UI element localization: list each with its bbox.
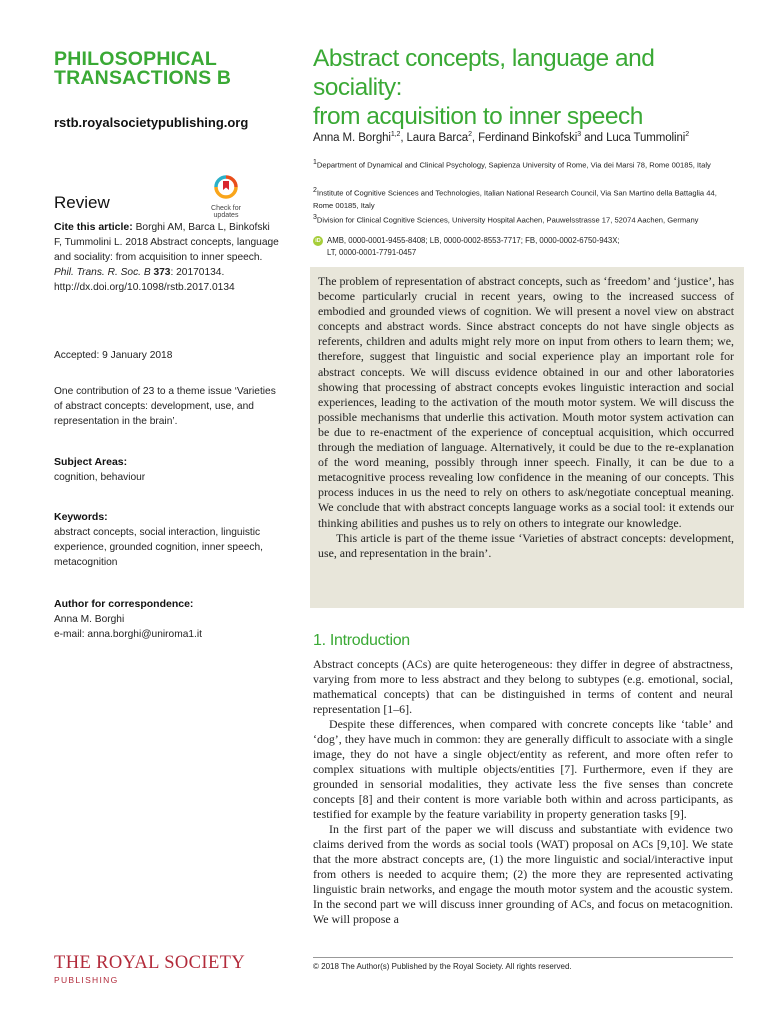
- author-affiliation-sup: 2: [468, 131, 472, 138]
- orcid-line1: AMB, 0000-0001-9455-8408; LB, 0000-0002-8553-7717; FB, 0000-0002-6750-943X;: [327, 236, 620, 245]
- author-affiliation-sup: 3: [577, 131, 581, 138]
- abstract-paragraph: The problem of representation of abstract concepts, such as ‘freedom’ and ‘justice’, has become particularly crucial in recent years, owing to the increased success of embodied and grounded views of cognition. We will present a novel view on abstract concepts and abstract words. Since abstract concepts do not have single objects as referents, children and adults might rely more on input from others to learn them; we, therefore, suggest that linguistic and social experience play an important role for abstract concepts. We will discuss evidence obtained in our and other laboratories showing that processing of abstract concepts evokes linguistic interaction and social experiences, leading to the activation of the mouth motor system. We will discuss the possible mechanisms that underlie this activation. Mouth motor system activation can be due to re-enactment of the experience of conceptual acquisition, which occurred through the mediation of language. Alternatively, it could be due to the re-explanation of the word meaning, possibly through inner speech. Finally, it can be due to a metacognitive process revealing low confidence in the meaning of our concepts. This process induces in us the need to rely on others to ask/negotiate conceptual meaning. We conclude that with abstract concepts language works as a social tool: it extends our thinking abilities and pushes us to rely on others to integrate our knowledge.: [318, 274, 734, 530]
- check-for-updates-badge[interactable]: [206, 175, 246, 219]
- abstract: [318, 274, 734, 561]
- badge-text-line1: Check for: [211, 205, 241, 212]
- subject-areas-text: cognition, behaviour: [54, 472, 146, 483]
- keywords-label: Keywords:: [54, 511, 108, 523]
- journal-name-line1: PHILOSOPHICAL: [54, 48, 217, 70]
- article-title-line1: Abstract concepts, language and sociality:: [313, 45, 655, 101]
- author-separator: ,: [471, 131, 479, 144]
- journal-name: [54, 50, 284, 88]
- copyright-notice: © 2018 The Author(s) Published by the Royal Society. All rights reserved.: [313, 962, 572, 971]
- footer-divider: [313, 957, 733, 958]
- badge-text-line2: updates: [213, 212, 239, 219]
- correspondence-email[interactable]: e-mail: anna.borghi@uniroma1.it: [54, 629, 202, 640]
- affiliation: [313, 185, 733, 212]
- author-name[interactable]: Ferdinand Binkofski: [478, 131, 578, 144]
- affiliation: [313, 157, 733, 172]
- correspondence-label: Author for correspondence:: [54, 598, 194, 610]
- journal-website[interactable]: rstb.royalsocietypublishing.org: [54, 115, 249, 130]
- body-paragraph: In the first part of the paper we will discuss and substantiate with evidence two claims derived from the words as social tools (WAT) proposal on ACs [9,10]. We state that the more abstract concepts are, (1) the more linguistic and social/interactive input from others is needed to acquire them; (2) the more they are represented activating linguistic brain networks, and engage the mouth motor system and the acoustic system. In the second part we will discuss inner grounding of ACs, and focus on metacognition. We will propose a: [313, 822, 733, 926]
- citation-pages: : 20170134.: [170, 267, 225, 278]
- accepted-date: Accepted: 9 January 2018: [54, 350, 173, 361]
- publisher-logo: [54, 953, 244, 985]
- body-paragraph: Abstract concepts (ACs) are quite heterogeneous: they differ in degree of abstractness, varying from more to less abstract and they belong to subtypes (e.g. emotional, social, mathematical concepts) that can be distinguished in terms of content and neural representation [1–6].: [313, 657, 733, 716]
- section-heading: 1. Introduction: [313, 632, 410, 649]
- publisher-name: THE ROYAL SOCIETY: [54, 953, 246, 973]
- author-name[interactable]: Anna M. Borghi: [313, 131, 391, 144]
- author-name[interactable]: Laura Barca: [406, 131, 469, 144]
- author-affiliation-sup: 2: [685, 131, 689, 138]
- citation-text: Borghi AM, Barca L, Binkofski F, Tummolini L. 2018 Abstract concepts, language and sociality: from acquisition to inner speech.: [54, 222, 279, 263]
- citation-label: Cite this article:: [54, 221, 133, 233]
- article-type: Review: [54, 193, 110, 212]
- orcid-block: [313, 235, 733, 259]
- check-for-updates-icon: [214, 175, 238, 199]
- body-text: [313, 657, 733, 927]
- citation-volume: 373: [150, 267, 171, 278]
- body-paragraph: Despite these differences, when compared with concrete concepts like ‘table’ and ‘dog’, they have much in common: they are generally difficult to associate with a single image, they do not have a single object/entity as referent, and more often refer to complex situations with multiple objects/entities [7]. Furthermore, even if they are grounded in sensorial modalities, they activate less the five senses than concrete concepts [8] and their content is more variable both within and across participants, as testified for example by the feature variability in property generation tasks [9].: [313, 717, 733, 821]
- citation-doi[interactable]: http://dx.doi.org/10.1098/rstb.2017.0134: [54, 282, 235, 293]
- orcid-line2: LT, 0000-0001-7791-0457: [327, 248, 417, 257]
- theme-issue-note: One contribution of 23 to a theme issue ‘Varieties of abstract concepts: development, use, and representation in the brain’.: [54, 386, 276, 427]
- citation-journal: Phil. Trans. R. Soc. B: [54, 267, 151, 278]
- affiliation-sup: 1: [313, 159, 317, 166]
- affiliation-text: Institute of Cognitive Sciences and Technologies, Italian National Research Council, Via San Martino della Battaglia 44, Rome 00185, Italy: [313, 188, 717, 210]
- keywords-text: abstract concepts, social interaction, linguistic experience, grounded cognition, inner speech, metacognition: [54, 527, 263, 568]
- correspondence-name: Anna M. Borghi: [54, 614, 125, 625]
- author-separator: and: [580, 131, 607, 144]
- affiliation-text: Department of Dynamical and Clinical Psychology, Sapienza University of Rome, Via dei Marsi 78, Rome 00185, Italy: [316, 160, 711, 170]
- article-title: [313, 44, 733, 131]
- author-affiliation-sup: 1,2: [390, 131, 401, 138]
- publisher-sub: PUBLISHING: [54, 975, 119, 985]
- article-title-line2: from acquisition to inner speech: [313, 103, 643, 130]
- abstract-theme-note: This article is part of the theme issue ‘Varieties of abstract concepts: development, use, and representation in the brain’.: [318, 530, 734, 560]
- author-name[interactable]: Luca Tummolini: [606, 131, 686, 144]
- journal-name-line2: TRANSACTIONS B: [54, 67, 232, 89]
- citation-block: [54, 220, 279, 295]
- author-separator: ,: [400, 131, 407, 144]
- correspondence: [54, 597, 279, 642]
- orcid-icon[interactable]: iD: [313, 236, 323, 246]
- subject-areas-label: Subject Areas:: [54, 456, 128, 468]
- affiliation: [313, 212, 733, 227]
- affiliation-sup: 2: [313, 187, 317, 194]
- affiliation-sup: 3: [313, 214, 317, 221]
- keywords: [54, 510, 279, 570]
- subject-areas: [54, 455, 279, 485]
- affiliation-text: Division for Clinical Cognitive Sciences, University Hospital Aachen, Pauwelsstrasse 17, 52074 Aachen, Germany: [316, 215, 699, 225]
- author-list: [313, 131, 733, 144]
